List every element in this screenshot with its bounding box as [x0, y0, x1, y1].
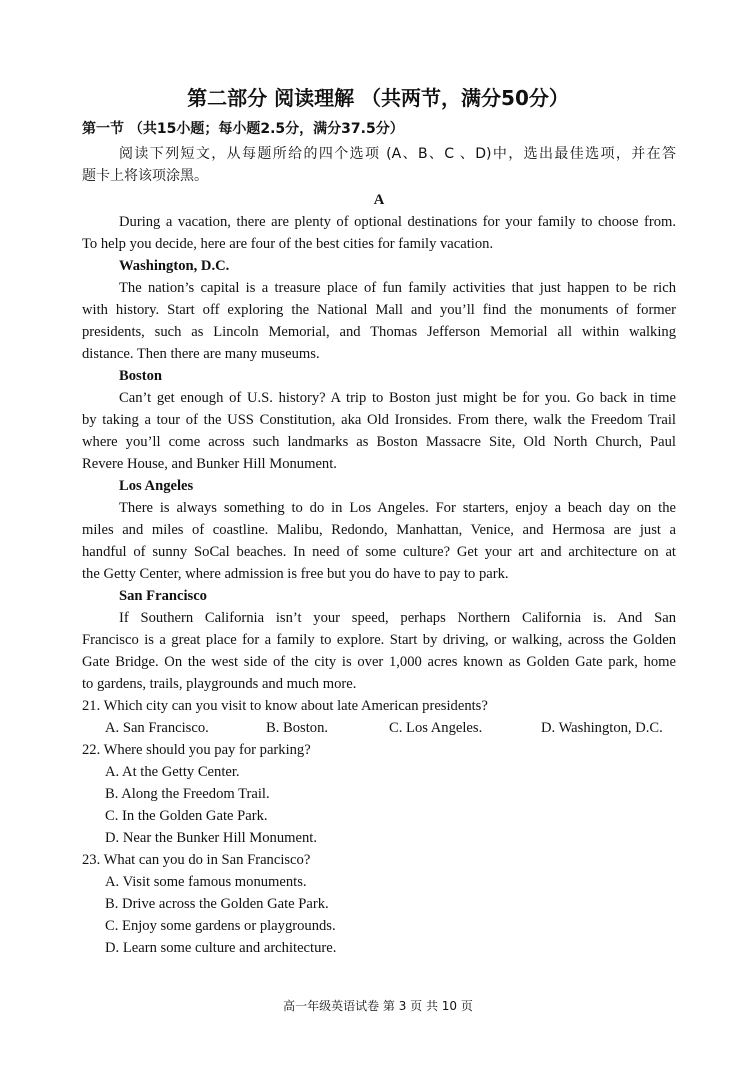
question-23-option-b: B. Drive across the Golden Gate Park.	[105, 896, 329, 912]
question-21-stem: 21. Which city can you visit to know about late American presidents?	[82, 698, 488, 714]
city-heading-boston: Boston	[119, 368, 162, 384]
boston-line-3: where you’ll come across such landmarks as Boston Massacre Site, Old North Church, Paul	[82, 434, 676, 450]
washington-line-1: The nation’s capital is a treasure place of fun family activities that just happen to be rich	[119, 280, 676, 296]
intro-line-2: To help you decide, here are four of the best cities for family vacation.	[82, 236, 494, 252]
question-22-option-d: D. Near the Bunker Hill Monument.	[105, 830, 317, 846]
boston-line-4: Revere House, and Bunker Hill Monument.	[82, 456, 337, 472]
city-heading-san-francisco: San Francisco	[119, 588, 207, 604]
los-angeles-line-1: There is always something to do in Los Angeles. For starters, enjoy a beach day on the	[119, 500, 676, 516]
san-francisco-line-3: Gate Bridge. On the west side of the city is over 1,000 acres known as Golden Gate park, home	[82, 654, 676, 670]
washington-line-3: presidents, such as Lincoln Memorial, and Thomas Jefferson Memorial all within walking	[82, 324, 676, 340]
washington-line-2: with history. Start off exploring the National Mall and you’ll find the monuments of former	[82, 302, 676, 318]
question-21-option-d: D. Washington, D.C.	[541, 720, 663, 736]
city-heading-los-angeles: Los Angeles	[119, 478, 194, 494]
page-footer: 高一年级英语试卷 第 3 页 共 10 页	[283, 999, 473, 1013]
city-heading-washington: Washington, D.C.	[119, 258, 230, 274]
question-21-option-a: A. San Francisco.	[105, 720, 209, 736]
los-angeles-line-3: handful of sunny SoCal beaches. In need of some culture? Get your art and architecture on at	[82, 544, 676, 560]
question-23-option-d: D. Learn some culture and architecture.	[105, 940, 337, 956]
question-23-option-a: A. Visit some famous monuments.	[105, 874, 307, 890]
san-francisco-line-1: If Southern California isn’t your speed, perhaps Northern California is. And San	[119, 610, 676, 626]
question-21-option-c: C. Los Angeles.	[389, 720, 483, 736]
san-francisco-line-2: Francisco is a great place for a family to explore. Start by driving, or walking, across the Golden	[82, 632, 676, 648]
question-22-option-c: C. In the Golden Gate Park.	[105, 808, 268, 824]
question-22-option-b: B. Along the Freedom Trail.	[105, 786, 270, 802]
question-23-stem: 23. What can you do in San Francisco?	[82, 852, 311, 868]
los-angeles-line-4: the Getty Center, where admission is free but you do have to pay to park.	[82, 566, 509, 582]
question-23-option-c: C. Enjoy some gardens or playgrounds.	[105, 918, 336, 934]
instruction-line-2: 题卡上将该项涂黑。	[82, 168, 208, 184]
question-22-option-a: A. At the Getty Center.	[105, 764, 240, 780]
boston-line-2: by taking a tour of the USS Constitution, aka Old Ironsides. From there, walk the Freedom Trail	[82, 412, 676, 428]
question-22-stem: 22. Where should you pay for parking?	[82, 742, 311, 758]
san-francisco-line-4: to gardens, trails, playgrounds and much more.	[82, 676, 357, 692]
los-angeles-line-2: miles and miles of coastline. Malibu, Redondo, Manhattan, Venice, and Hermosa are just a	[82, 522, 676, 538]
boston-line-1: Can’t get enough of U.S. history? A trip to Boston just might be for you. Go back in time	[119, 390, 676, 406]
section-heading: 第一节 （共15小题；每小题2.5分，满分37.5分）	[82, 121, 404, 137]
passage-label: A	[373, 192, 385, 208]
question-21-option-b: B. Boston.	[266, 720, 329, 736]
instruction-line-1: 阅读下列短文，从每题所给的四个选项 (A、B、C 、D)中，选出最佳选项，并在答	[119, 146, 676, 162]
intro-line-1: During a vacation, there are plenty of optional destinations for your family to choose from.	[119, 214, 676, 230]
part-title: 第二部分 阅读理解 （共两节，满分50分）	[187, 86, 569, 110]
washington-line-4: distance. Then there are many museums.	[82, 346, 320, 362]
